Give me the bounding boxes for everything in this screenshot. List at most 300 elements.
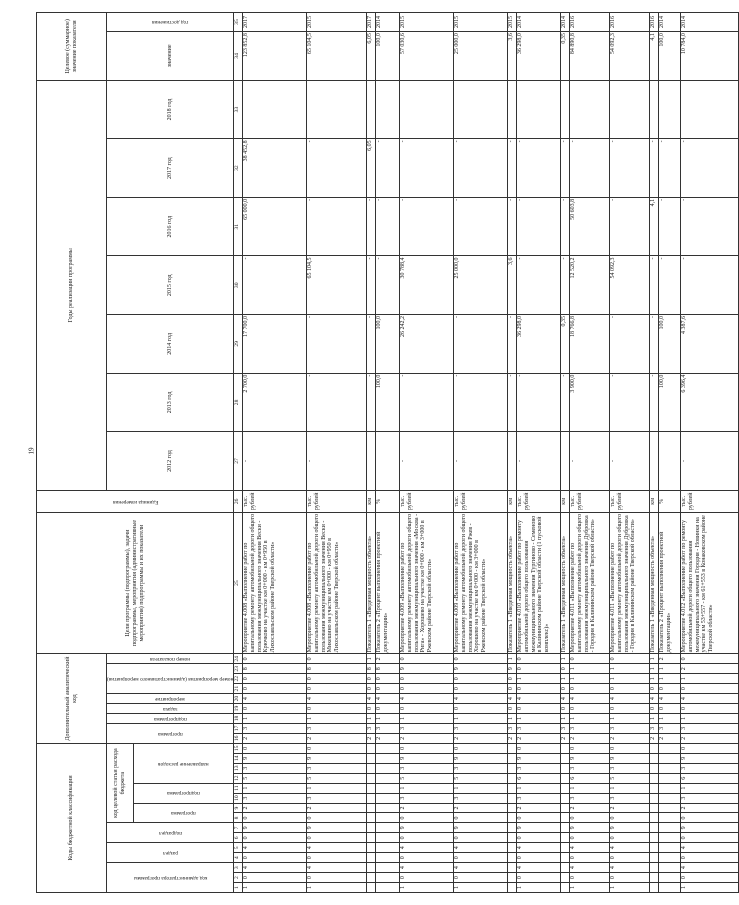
code-cell: 1: [307, 783, 367, 793]
code-cell: [376, 813, 400, 823]
code-cell: [508, 743, 517, 753]
year-2014-cell: 100,0: [659, 315, 681, 374]
unit-cell: %: [376, 490, 400, 512]
code-cell: 0: [243, 833, 307, 843]
code-cell: 3: [681, 763, 739, 773]
code-cell: 0: [681, 833, 739, 843]
target-value-cell: 6,05: [367, 32, 376, 81]
code-cell: 2: [400, 733, 454, 743]
year-2014-header: 2014 год: [107, 315, 234, 374]
unit-cell: тыс. рублей: [610, 490, 650, 512]
target-value-cell: 100,0: [376, 32, 400, 81]
code-cell: 4: [508, 694, 517, 704]
year-2014-cell: 17 700,0: [243, 315, 307, 374]
year-2015-cell: -: [376, 256, 400, 315]
achieve-year-cell: 2015: [508, 13, 517, 32]
code-cell: [650, 793, 659, 803]
code-cell: 0: [610, 743, 650, 753]
table-row: [367, 13, 376, 893]
code-cell: 3: [307, 763, 367, 773]
target-value-cell: 54 092,3: [610, 32, 650, 81]
code-cell: 0: [376, 704, 400, 714]
description-cell: Показатель 2 «Процент выполнения проектной документации»: [376, 512, 400, 653]
code-cell: 5: [307, 773, 367, 783]
year-2012-header: 2012 год: [107, 432, 234, 491]
code-cell: [508, 833, 517, 843]
column-numbers-row: [234, 13, 243, 893]
code-cell: 0: [517, 833, 561, 843]
code-cell: 0: [570, 853, 610, 863]
description-cell: Мероприятие 4.011 «Выполнение работ по капитальному ремонту автомобильной дороги общего пользования межмуниципального значения Дубровка - Городня в Калининском районе Тверской области»: [610, 512, 650, 653]
year-2014-cell: -: [508, 315, 517, 374]
code-cell: 0: [454, 743, 508, 753]
code-cell: 0: [517, 873, 561, 883]
code-cell: 9: [454, 753, 508, 763]
code-cell: 2: [376, 733, 400, 743]
year-2018-cell: [508, 80, 517, 139]
program-table: [36, 12, 739, 893]
code-cell: 0: [400, 873, 454, 883]
unit-cell: тыс. рублей: [517, 490, 561, 512]
code-cell: 1: [570, 664, 610, 674]
code-cell: 1: [400, 883, 454, 893]
year-2017-cell: 38 452,8: [243, 139, 307, 198]
code-cell: 3: [508, 723, 517, 733]
column-number: 5: [234, 843, 243, 853]
code-cell: 0: [517, 704, 561, 714]
column-number: 3: [234, 863, 243, 873]
description-cell: Показатель 1 «Введенная мощность объекта»: [650, 512, 659, 653]
code-cell: [561, 853, 570, 863]
code-cell: 0: [570, 704, 610, 714]
code-cell: 1: [610, 664, 650, 674]
code-cell: 3: [307, 793, 367, 803]
table-row: [508, 13, 517, 893]
code-cell: 1: [681, 783, 739, 793]
year-2018-cell: [243, 80, 307, 139]
year-2014-cell: 26 242,2: [400, 315, 454, 374]
column-number: 14: [234, 753, 243, 763]
code-cell: [561, 813, 570, 823]
year-2013-cell: 3 900,0: [570, 373, 610, 432]
unit-cell: тыс. рублей: [307, 490, 367, 512]
code-cell: [367, 863, 376, 873]
page-number: 19: [27, 447, 36, 455]
code-cell: 0: [400, 813, 454, 823]
code-cell: 2: [570, 733, 610, 743]
code-cell: 0: [517, 684, 561, 694]
year-2018-cell: [517, 80, 561, 139]
code-cell: 2: [561, 733, 570, 743]
year-2017-cell: -: [454, 139, 508, 198]
year-2013-cell: 100,0: [376, 373, 400, 432]
table-row: [517, 13, 561, 893]
code-cell: [561, 803, 570, 813]
table-body: [243, 13, 739, 893]
year-2014-cell: 36 298,0: [517, 315, 561, 374]
year-2012-cell: [561, 432, 570, 491]
code-cell: [508, 883, 517, 893]
achieve-year-cell: 2014: [517, 13, 561, 32]
code-cell: [508, 813, 517, 823]
year-2012-cell: -: [681, 432, 739, 491]
code-cell: [376, 783, 400, 793]
table-row: [570, 13, 610, 893]
target-header: Целевое (суммарное) значение показателя: [37, 13, 107, 81]
year-2012-cell: [659, 432, 681, 491]
code-cell: 4: [610, 863, 650, 873]
code-cell: 4: [243, 843, 307, 853]
table-row: [307, 13, 367, 893]
code-cell: 3: [454, 763, 508, 773]
code-cell: 3: [454, 723, 508, 733]
unit-header: Единица измерения: [37, 490, 234, 512]
year-2014-cell: 100,0: [376, 315, 400, 374]
code-cell: 0: [367, 684, 376, 694]
year-2018-header: 2018 год: [107, 80, 234, 139]
code-cell: 5: [610, 773, 650, 783]
code-cell: 0: [610, 833, 650, 843]
code-cell: 9: [508, 664, 517, 674]
code-cell: 9: [307, 753, 367, 763]
code-cell: [650, 843, 659, 853]
code-cell: [508, 803, 517, 813]
code-cell: 0: [610, 873, 650, 883]
column-number: 27: [234, 432, 243, 491]
code-cell: 3: [400, 763, 454, 773]
achieve-year-cell: 2014: [561, 13, 570, 32]
achieve-year-cell: 2014: [376, 13, 400, 32]
code-cell: 3: [454, 793, 508, 803]
code-cell: [659, 853, 681, 863]
column-number: 4: [234, 853, 243, 863]
code-cell: [508, 773, 517, 783]
year-2016-cell: -: [681, 197, 739, 256]
code-cell: [659, 743, 681, 753]
code-cell: 1: [400, 714, 454, 724]
code-cell: [376, 883, 400, 893]
year-2013-cell: -: [517, 373, 561, 432]
code-cell: 0: [517, 654, 561, 664]
description-cell: Показатель 1 «Введенная мощность объекта»: [367, 512, 376, 653]
code-cell: 0: [610, 813, 650, 823]
column-number: 1: [234, 883, 243, 893]
code-cell: 0: [508, 704, 517, 714]
code-cell: 0: [517, 853, 561, 863]
unit-cell: км: [367, 490, 376, 512]
code-cell: 3: [610, 793, 650, 803]
year-2013-cell: 100,0: [659, 373, 681, 432]
code-cell: 3: [659, 723, 681, 733]
target-value-cell: 100,0: [659, 32, 681, 81]
code-cell: 2: [376, 654, 400, 664]
year-2012-cell: [650, 432, 659, 491]
code-cell: [367, 853, 376, 863]
code-cell: 1: [650, 664, 659, 674]
code-cell: [508, 763, 517, 773]
code-cell: [561, 863, 570, 873]
unit-cell: км: [508, 490, 517, 512]
code-cell: [561, 793, 570, 803]
year-2014-cell: -: [610, 315, 650, 374]
code-cell: 0: [307, 674, 367, 684]
code-cell: 2: [610, 733, 650, 743]
code-cell: 3: [610, 723, 650, 733]
code-cell: [659, 813, 681, 823]
column-number: 32: [234, 139, 243, 198]
unit-cell: тыс. рублей: [400, 490, 454, 512]
code-cell: [650, 803, 659, 813]
description-cell: Показатель 1 «Введенная мощность объекта»: [561, 512, 570, 653]
code-cell: 4: [659, 694, 681, 704]
code-cell: [367, 783, 376, 793]
code-cell: 0: [307, 684, 367, 694]
code-cell: [367, 873, 376, 883]
code-cell: [650, 833, 659, 843]
description-cell: Показатель 2 «Процент выполнения проектной документации»: [659, 512, 681, 653]
code-cell: 1: [659, 674, 681, 684]
code-cell: [508, 863, 517, 873]
year-2013-cell: 2 700,0: [243, 373, 307, 432]
year-2015-cell: -: [659, 256, 681, 315]
target-value-cell: 25 000,0: [454, 32, 508, 81]
code-cell: 1: [243, 883, 307, 893]
code-cell: 2: [400, 803, 454, 813]
table-row: [561, 13, 570, 893]
code-cell: [659, 843, 681, 853]
year-2014-cell: -: [367, 315, 376, 374]
code-cell: 0: [400, 833, 454, 843]
code-cell: 1: [400, 783, 454, 793]
code-cell: 0: [454, 674, 508, 684]
indicator-number-header: номер показателя: [107, 654, 234, 664]
year-2018-cell: [659, 80, 681, 139]
year-2013-cell: -: [367, 373, 376, 432]
year-2016-cell: -: [517, 197, 561, 256]
column-number: 6: [234, 833, 243, 843]
year-2018-cell: [454, 80, 508, 139]
code-cell: 2: [508, 733, 517, 743]
code-cell: 4: [243, 694, 307, 704]
code-cell: 3: [400, 793, 454, 803]
code-cell: [650, 863, 659, 873]
year-2014-cell: 18 766,8: [570, 315, 610, 374]
year-2015-cell: 12 520,2: [570, 256, 610, 315]
code-cell: 2: [517, 803, 561, 813]
year-2016-cell: -: [659, 197, 681, 256]
code-cell: [376, 833, 400, 843]
year-2012-cell: [508, 432, 517, 491]
unit-cell: км: [650, 490, 659, 512]
code-cell: 1: [243, 714, 307, 724]
year-2015-cell: -: [517, 256, 561, 315]
column-number: 33: [234, 80, 243, 139]
code-cell: [376, 763, 400, 773]
code-cell: 0: [610, 853, 650, 863]
code-cell: [376, 793, 400, 803]
code-cell: 0: [307, 833, 367, 843]
code-cell: 0: [400, 704, 454, 714]
code-cell: [367, 803, 376, 813]
achieve-year-header: год достижения: [107, 13, 234, 32]
admin-code-header: код администратора программы: [107, 863, 234, 893]
column-number: 28: [234, 373, 243, 432]
code-cell: [367, 773, 376, 783]
code-cell: [561, 753, 570, 763]
code-cell: [376, 743, 400, 753]
code-cell: [659, 873, 681, 883]
code-cell: 0: [243, 853, 307, 863]
code-cell: 3: [367, 723, 376, 733]
code-cell: 4: [454, 863, 508, 873]
year-2013-cell: -: [508, 373, 517, 432]
column-number: 9: [234, 803, 243, 813]
code-cell: [367, 813, 376, 823]
code-cell: 9: [610, 753, 650, 763]
code-cell: [561, 823, 570, 833]
code-cell: 1: [681, 674, 739, 684]
code-cell: 1: [517, 883, 561, 893]
code-cell: 2: [454, 733, 508, 743]
year-2016-cell: -: [610, 197, 650, 256]
year-2016-cell: -: [561, 197, 570, 256]
code-cell: 0: [659, 704, 681, 714]
description-cell: Мероприятие 4.009 «Выполнение работ по капитальному ремонту автомобильной дороги общего пользования межмуниципального значения «Москва - Рига» - Хорошево на участке км 0+000 - км 3+000 в Ржевском районе Тверской области»: [400, 512, 454, 653]
code-cell: 4: [454, 694, 508, 704]
code-cell: 1: [508, 654, 517, 664]
program-code-header: программа: [107, 723, 234, 743]
column-number: 20: [234, 694, 243, 704]
description-cell: Мероприятие 4.008 «Выполнение работ по капитальному ремонту автомобильной дороги общего пользования межмуниципального значения Вески - Микешино на участке км 0+000 - км 0+950 в Лихославльском районе Тверской области»: [307, 512, 367, 653]
year-2012-cell: -: [610, 432, 650, 491]
year-2017-cell: -: [570, 139, 610, 198]
code-cell: 9: [681, 823, 739, 833]
year-2015-cell: 54 092,3: [610, 256, 650, 315]
year-2012-cell: [367, 432, 376, 491]
code-cell: [376, 873, 400, 883]
code-cell: [367, 793, 376, 803]
code-cell: 0: [681, 813, 739, 823]
column-number: 31: [234, 197, 243, 256]
code-cell: 0: [454, 833, 508, 843]
code-cell: 0: [243, 704, 307, 714]
code-cell: 3: [307, 723, 367, 733]
code-cell: 0: [454, 654, 508, 664]
code-cell: 3: [517, 763, 561, 773]
code-cell: 0: [307, 743, 367, 753]
code-cell: 2: [659, 654, 681, 664]
code-cell: 1: [570, 883, 610, 893]
code-cell: [650, 783, 659, 793]
year-2016-cell: 65 000,0: [243, 197, 307, 256]
description-cell: Мероприятие 4.010 «Выполнение работ по ремонту автомобильной дороги общего пользования межмуниципального значения Тургиново - Семеново в Калининском районе Тверской области (1 пусковой комплекс)»: [517, 512, 561, 653]
code-cell: [508, 783, 517, 793]
year-2016-cell: -: [307, 197, 367, 256]
code-cell: 0: [400, 654, 454, 664]
code-cell: 1: [454, 883, 508, 893]
achieve-year-cell: 2017: [243, 13, 307, 32]
year-2016-cell: -: [454, 197, 508, 256]
year-2017-cell: -: [508, 139, 517, 198]
code-cell: 0: [400, 674, 454, 684]
year-2018-cell: [570, 80, 610, 139]
code-cell: 4: [517, 843, 561, 853]
year-2018-cell: [650, 80, 659, 139]
budget-codes-header: Коды бюджетной классификации: [37, 743, 107, 892]
year-2012-cell: -: [243, 432, 307, 491]
achieve-year-cell: 2015: [307, 13, 367, 32]
code-cell: 1: [307, 883, 367, 893]
code-cell: 3: [400, 723, 454, 733]
year-2016-cell: -: [508, 197, 517, 256]
code-cell: [376, 803, 400, 813]
table-row: [659, 13, 681, 893]
subprogram-code-header: подпрограмма: [107, 714, 234, 724]
code-cell: 4: [243, 863, 307, 873]
unit-cell: %: [659, 490, 681, 512]
code-cell: 0: [570, 873, 610, 883]
code-cell: 0: [650, 704, 659, 714]
code-cell: 3: [243, 763, 307, 773]
code-cell: 0: [243, 654, 307, 664]
code-cell: 0: [570, 813, 610, 823]
code-cell: 0: [376, 674, 400, 684]
year-2018-cell: [376, 80, 400, 139]
code-cell: 4: [376, 694, 400, 704]
code-cell: 1: [517, 783, 561, 793]
code-cell: 2: [650, 733, 659, 743]
unit-cell: тыс. рублей: [681, 490, 739, 512]
code-cell: [376, 863, 400, 873]
code-cell: 1: [681, 883, 739, 893]
code-cell: 9: [400, 823, 454, 833]
code-cell: 0: [243, 674, 307, 684]
article-program-header: программа: [133, 803, 233, 823]
code-cell: 1: [659, 714, 681, 724]
code-cell: 4: [454, 843, 508, 853]
column-number: 18: [234, 714, 243, 724]
code-cell: 0: [400, 684, 454, 694]
code-cell: 2: [681, 803, 739, 813]
code-cell: 1: [610, 783, 650, 793]
code-cell: 4: [650, 694, 659, 704]
code-cell: 9: [243, 823, 307, 833]
code-cell: [650, 883, 659, 893]
code-cell: 0: [681, 873, 739, 883]
code-cell: 0: [659, 684, 681, 694]
achieve-year-cell: 2016: [650, 13, 659, 32]
code-cell: [508, 843, 517, 853]
code-cell: [367, 883, 376, 893]
year-2014-cell: -: [307, 315, 367, 374]
code-cell: 9: [243, 753, 307, 763]
year-2012-cell: -: [400, 432, 454, 491]
description-cell: Мероприятие 4.008 «Выполнение работ по капитальному ремонту автомобильной дороги общего пользования межмуниципального значения Вески - Крючково на участке км 0+000 - км 0+950 в Лихославльском районе Тверской области»: [243, 512, 307, 653]
column-number: 10: [234, 793, 243, 803]
code-cell: 1: [570, 783, 610, 793]
column-number: 2: [234, 873, 243, 883]
code-cell: 4: [307, 863, 367, 873]
code-cell: 2: [243, 733, 307, 743]
code-cell: [376, 773, 400, 783]
code-cell: 0: [243, 684, 307, 694]
target-value-cell: 36 298,0: [517, 32, 561, 81]
code-cell: [508, 853, 517, 863]
code-cell: 1: [454, 783, 508, 793]
code-cell: 0: [570, 833, 610, 843]
achieve-year-cell: 2017: [367, 13, 376, 32]
code-cell: [561, 763, 570, 773]
